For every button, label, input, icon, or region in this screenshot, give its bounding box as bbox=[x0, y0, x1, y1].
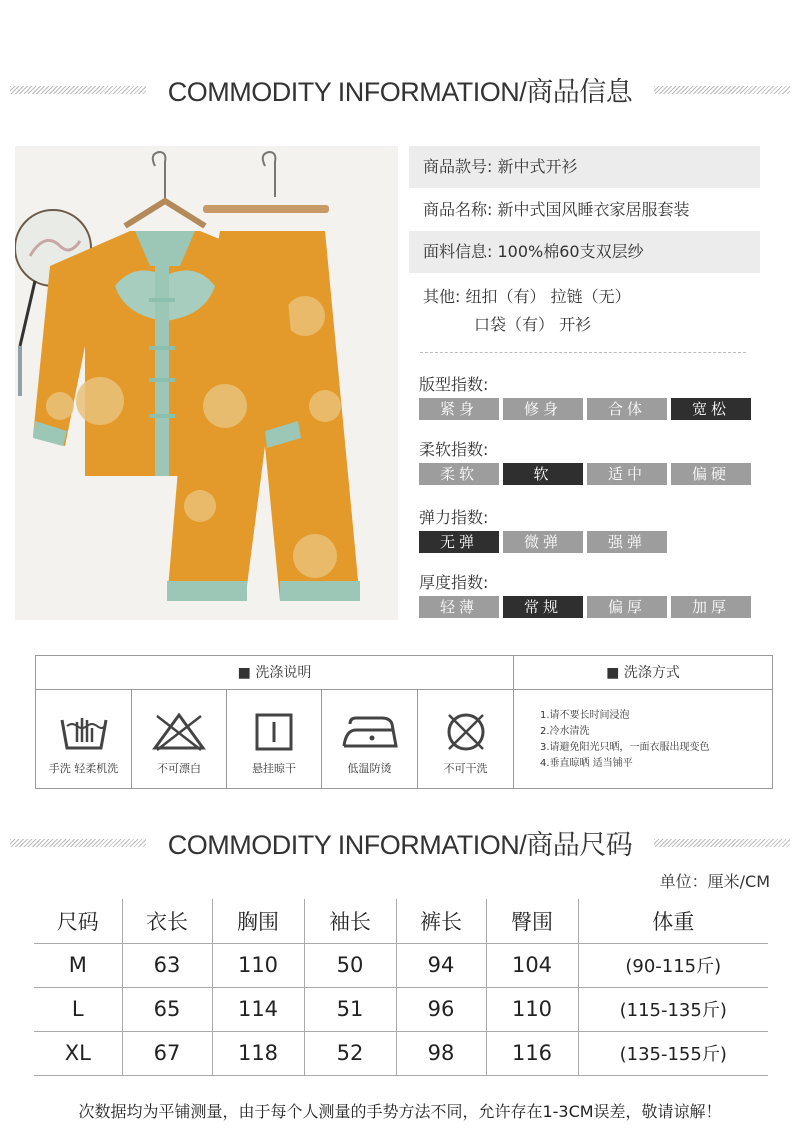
table-cell: L bbox=[34, 987, 122, 1031]
wash-item-no-dry-clean bbox=[418, 690, 514, 788]
col-header: 臀围 bbox=[486, 899, 578, 943]
wash-item-hang-dry bbox=[227, 690, 322, 788]
header-divider bbox=[10, 839, 146, 847]
col-header: 体重 bbox=[578, 899, 768, 943]
table-row bbox=[34, 1031, 768, 1075]
col-header: 胸围 bbox=[212, 899, 304, 943]
table-cell: 96 bbox=[396, 987, 486, 1031]
table-cell: 104 bbox=[486, 943, 578, 987]
softness-index-scale bbox=[419, 463, 755, 485]
size-table bbox=[34, 899, 768, 1076]
wash-item-no-bleach bbox=[132, 690, 227, 788]
wash-tip: 2.冷水清洗 bbox=[540, 726, 590, 737]
index-option-selected: 无弹 bbox=[419, 531, 499, 553]
table-cell: 98 bbox=[396, 1031, 486, 1075]
wash-tips bbox=[540, 708, 710, 772]
wash-label: 低温防烫 bbox=[347, 762, 392, 775]
index-option: 适中 bbox=[587, 463, 667, 485]
table-cell: 118 bbox=[212, 1031, 304, 1075]
no-bleach-icon bbox=[151, 712, 207, 752]
info-label: 面料信息: bbox=[423, 242, 493, 261]
table-cell: 110 bbox=[212, 943, 304, 987]
info-value: 新中式开衫 bbox=[497, 157, 578, 176]
wash-tip: 3.请避免阳光只晒，一面衣服出现变色 bbox=[540, 742, 710, 753]
table-cell: (115-135斤) bbox=[578, 987, 768, 1031]
index-option-selected: 常规 bbox=[503, 596, 583, 618]
low-iron-icon bbox=[340, 712, 400, 752]
product-photo bbox=[15, 146, 398, 620]
thickness-index-scale bbox=[419, 596, 755, 618]
wash-tip: 1.请不要长时间浸泡 bbox=[540, 710, 630, 721]
col-header: 裤长 bbox=[396, 899, 486, 943]
col-header: 衣长 bbox=[122, 899, 212, 943]
index-option: 轻薄 bbox=[419, 596, 499, 618]
fit-index-label: 版型指数: bbox=[419, 375, 489, 394]
index-option: 偏硬 bbox=[671, 463, 751, 485]
table-cell: (90-115斤) bbox=[578, 943, 768, 987]
wash-method-header: ■ 洗涤方式 bbox=[514, 656, 772, 690]
wash-label: 不可干洗 bbox=[443, 762, 488, 775]
no-dry-clean-icon bbox=[443, 712, 489, 752]
header-divider bbox=[654, 86, 790, 94]
index-option: 加厚 bbox=[671, 596, 751, 618]
thickness-index-label: 厚度指数: bbox=[419, 573, 489, 592]
table-cell: 116 bbox=[486, 1031, 578, 1075]
col-header: 尺码 bbox=[34, 899, 122, 943]
table-cell: 110 bbox=[486, 987, 578, 1031]
wash-instructions-header: ■ 洗涤说明 bbox=[36, 656, 514, 690]
section-title: COMMODITY INFORMATION/商品尺码 bbox=[167, 830, 633, 860]
other-line-1: 纽扣（有） 拉链（无） bbox=[465, 287, 631, 306]
info-value: 新中式国风睡衣家居服套装 bbox=[497, 200, 690, 219]
size-unit: 单位：厘米/CM bbox=[659, 872, 770, 891]
hand-wash-icon bbox=[59, 712, 109, 752]
index-option: 柔软 bbox=[419, 463, 499, 485]
info-row-style-no bbox=[409, 146, 760, 188]
table-cell: 50 bbox=[304, 943, 396, 987]
info-row-fabric bbox=[409, 231, 760, 273]
info-row-name bbox=[409, 189, 760, 231]
other-label: 其他: bbox=[423, 287, 461, 306]
section-header-info bbox=[0, 70, 800, 109]
wash-item-low-iron bbox=[322, 690, 418, 788]
table-cell: XL bbox=[34, 1031, 122, 1075]
info-value: 100%棉60支双层纱 bbox=[497, 242, 644, 261]
table-row bbox=[34, 987, 768, 1031]
table-cell: M bbox=[34, 943, 122, 987]
measurement-note: 次数据均为平铺测量，由于每个人测量的手势方法不同，允许存在1-3CM误差，敬请谅解！ bbox=[78, 1102, 722, 1121]
info-label: 商品名称: bbox=[423, 200, 493, 219]
table-row bbox=[34, 943, 768, 987]
other-line-2: 口袋（有） 开衫 bbox=[474, 315, 592, 334]
elasticity-index-scale bbox=[419, 531, 671, 553]
table-cell: 114 bbox=[212, 987, 304, 1031]
header-divider bbox=[10, 86, 146, 94]
wash-item-hand-wash bbox=[36, 690, 132, 788]
softness-index-label: 柔软指数: bbox=[419, 440, 489, 459]
info-other bbox=[423, 283, 631, 339]
index-option: 微弹 bbox=[503, 531, 583, 553]
index-option: 合体 bbox=[587, 398, 667, 420]
hang-dry-icon bbox=[254, 712, 294, 752]
table-cell: 94 bbox=[396, 943, 486, 987]
table-cell: 63 bbox=[122, 943, 212, 987]
section-header-size bbox=[0, 823, 800, 862]
wash-label: 不可漂白 bbox=[157, 762, 201, 775]
col-header: 袖长 bbox=[304, 899, 396, 943]
index-option-selected: 宽松 bbox=[671, 398, 751, 420]
elasticity-index-label: 弹力指数: bbox=[419, 508, 489, 527]
table-cell: 67 bbox=[122, 1031, 212, 1075]
table-cell: (135-155斤) bbox=[578, 1031, 768, 1075]
wash-care-table bbox=[35, 655, 773, 789]
info-label: 商品款号: bbox=[423, 157, 493, 176]
dashed-divider bbox=[420, 352, 746, 353]
size-header-row bbox=[34, 899, 768, 943]
header-divider bbox=[654, 839, 790, 847]
section-title: COMMODITY INFORMATION/商品信息 bbox=[167, 77, 633, 107]
table-cell: 51 bbox=[304, 987, 396, 1031]
table-cell: 65 bbox=[122, 987, 212, 1031]
table-cell: 52 bbox=[304, 1031, 396, 1075]
index-option: 偏厚 bbox=[587, 596, 667, 618]
wash-label: 悬挂晾干 bbox=[252, 762, 296, 775]
fit-index-scale bbox=[419, 398, 755, 420]
index-option: 修身 bbox=[503, 398, 583, 420]
wash-label: 手洗 轻柔机洗 bbox=[48, 762, 119, 775]
index-option-selected: 软 bbox=[503, 463, 583, 485]
index-option: 强弹 bbox=[587, 531, 667, 553]
index-option: 紧身 bbox=[419, 398, 499, 420]
wash-tip: 4.垂直晾晒 适当铺平 bbox=[540, 758, 633, 769]
